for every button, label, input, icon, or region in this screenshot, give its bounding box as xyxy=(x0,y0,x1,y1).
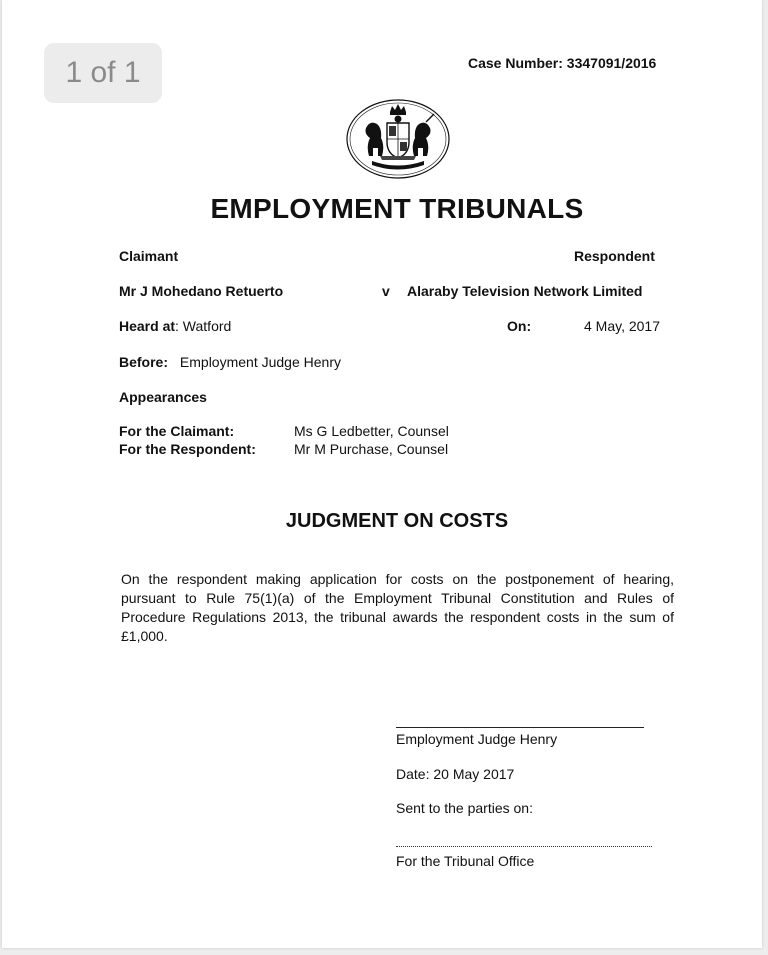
judgment-title: JUDGMENT ON COSTS xyxy=(285,510,509,532)
case-number: Case Number: 3347091/2016 xyxy=(468,55,657,71)
signature-line xyxy=(396,727,644,728)
before-line xyxy=(119,354,341,370)
before-label: Before: xyxy=(119,354,169,370)
document-page xyxy=(2,0,762,948)
hearing-date: 4 May, 2017 xyxy=(584,318,661,334)
heard-at-label: Heard at xyxy=(119,318,176,334)
heard-at-line xyxy=(119,318,231,334)
claimant-heading: Claimant xyxy=(119,248,179,264)
appearance-label-claimant: For the Claimant: xyxy=(119,423,235,439)
judgment-body: On the respondent making application for costs on the postponement of hearing, pursuant to Rule 75(1)(a) of the Employment Tribunal Constitution and Rules of Procedure Regulations 2013, the tribunal awards the respondent costs in the sum of £1,000. xyxy=(121,571,674,644)
appearance-value-respondent: Mr M Purchase, Counsel xyxy=(294,441,449,457)
before-value: Employment Judge Henry xyxy=(179,354,341,370)
appearance-value-claimant: Ms G Ledbetter, Counsel xyxy=(294,423,449,439)
heard-at-value: : Watford xyxy=(175,318,232,334)
on-label: On: xyxy=(507,318,532,334)
royal-coat-of-arms-icon xyxy=(344,98,452,180)
appearances-heading: Appearances xyxy=(119,389,207,405)
respondent-heading: Respondent xyxy=(574,248,655,264)
sent-to-parties-line: Sent to the parties on: xyxy=(396,800,533,816)
page-indicator: 1 of 1 xyxy=(44,43,162,103)
appearance-label-respondent: For the Respondent: xyxy=(119,441,256,457)
claimant-name: Mr J Mohedano Retuerto xyxy=(119,283,284,299)
document-title: EMPLOYMENT TRIBUNALS xyxy=(210,193,584,224)
versus-label: v xyxy=(382,283,390,299)
tribunal-office-line: For the Tribunal Office xyxy=(396,853,535,869)
respondent-name: Alaraby Television Network Limited xyxy=(407,283,643,299)
signatory-name: Employment Judge Henry xyxy=(396,731,558,747)
date-line: Date: 20 May 2017 xyxy=(396,766,515,782)
dotted-line xyxy=(396,846,652,847)
